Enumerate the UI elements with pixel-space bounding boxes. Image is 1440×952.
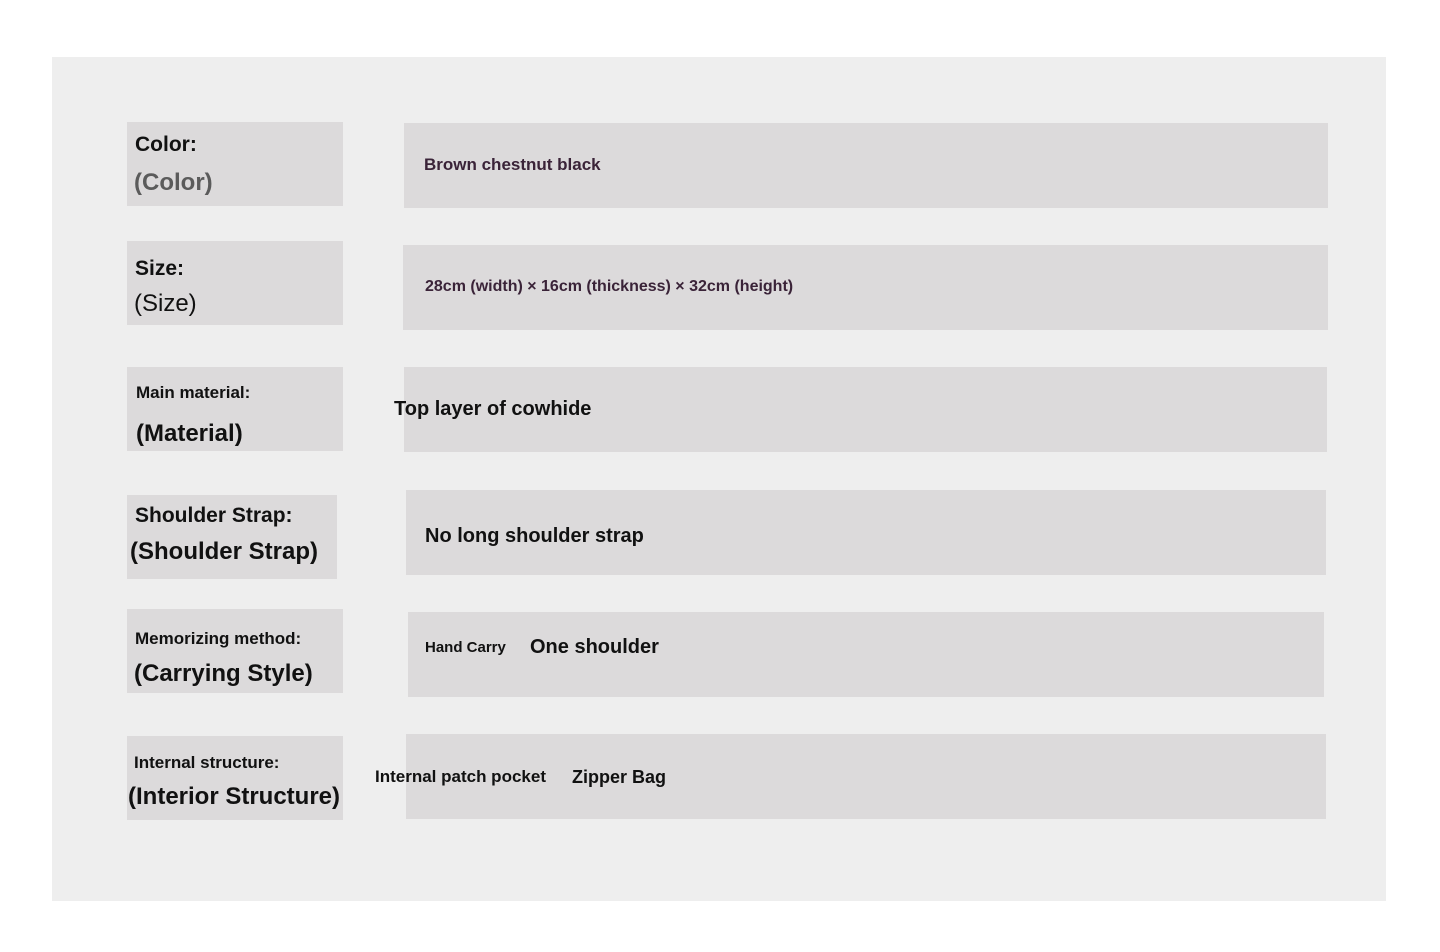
label-shoulder-strap: Shoulder Strap:	[135, 504, 293, 527]
value-hand-carry: Hand Carry	[425, 639, 506, 656]
value-size: 28cm (width) × 16cm (thickness) × 32cm (height)	[425, 278, 794, 295]
label-color: Color:	[135, 133, 197, 156]
sublabel-carrying-style: (Carrying Style)	[134, 660, 313, 687]
label-carrying-style: Memorizing method:	[135, 629, 302, 648]
sublabel-interior-structure: (Interior Structure)	[128, 783, 341, 810]
sublabel-size: (Size)	[134, 290, 197, 317]
sublabel-material: (Material)	[136, 420, 243, 447]
label-size: Size:	[135, 257, 185, 280]
sublabel-shoulder-strap: (Shoulder Strap)	[130, 538, 319, 565]
value-material: Top layer of cowhide	[394, 398, 592, 420]
value-internal-patch-pocket: Internal patch pocket	[375, 767, 546, 786]
label-interior-structure: Internal structure:	[134, 753, 280, 772]
value-shoulder-strap: No long shoulder strap	[425, 525, 644, 547]
value-one-shoulder: One shoulder	[530, 636, 659, 658]
value-zipper-bag: Zipper Bag	[572, 767, 667, 787]
value-color: Brown chestnut black	[424, 155, 601, 174]
label-material: Main material:	[136, 383, 251, 402]
sublabel-color: (Color)	[134, 169, 213, 196]
